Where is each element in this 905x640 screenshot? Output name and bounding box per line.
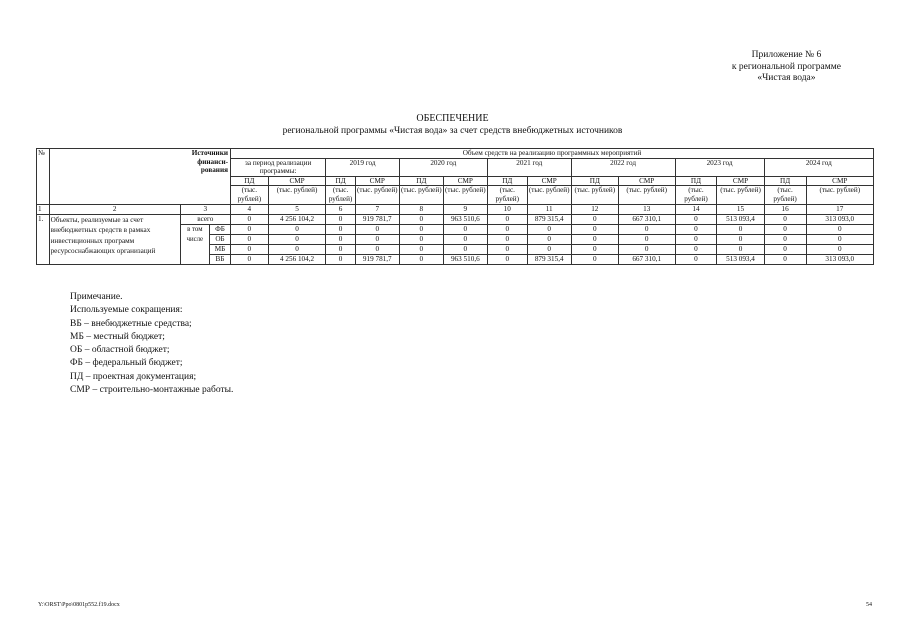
header-pd: ПД: [675, 176, 717, 186]
cell-value: 0: [487, 214, 527, 224]
cell-value: 667 310,1: [618, 214, 675, 224]
header-pd: ПД: [326, 176, 355, 186]
col-number: 3: [180, 205, 230, 215]
row-all-label: всего: [180, 214, 230, 224]
cell-value: 4 256 104,2: [268, 214, 326, 224]
header-unit: (тыс. рублей): [717, 186, 764, 205]
note-line: Примечание.: [70, 292, 123, 302]
cell-value: 0: [355, 234, 399, 244]
header-unit: (тыс. рублей): [230, 186, 268, 205]
row-number: 1.: [37, 214, 50, 264]
cell-value: 0: [399, 254, 443, 264]
cell-value: 0: [764, 254, 806, 264]
col-number: 5: [268, 205, 326, 215]
cell-value: 0: [230, 234, 268, 244]
col-number: 1: [37, 205, 50, 215]
header-unit: (тыс. рублей): [487, 186, 527, 205]
row-code: ОБ: [210, 234, 231, 244]
col-number: 11: [527, 205, 571, 215]
financing-table: [36, 148, 874, 265]
cell-value: 0: [675, 224, 717, 234]
header-unit: (тыс. рублей): [764, 186, 806, 205]
cell-value: 513 093,4: [717, 254, 764, 264]
header-unit: (тыс. рублей): [326, 186, 355, 205]
header-year-2022: 2022 год: [571, 158, 675, 176]
header-unit: (тыс. рублей): [443, 186, 487, 205]
cell-value: 0: [326, 214, 355, 224]
appendix-line-1: Приложение № 6: [751, 50, 822, 60]
col-number: 16: [764, 205, 806, 215]
header-volume: Объем средств на реализацию программных мероприятий: [230, 149, 873, 159]
cell-value: 0: [527, 224, 571, 234]
header-unit: (тыс. рублей): [355, 186, 399, 205]
header-blank: [49, 149, 180, 205]
appendix-line-2: к региональной программе: [731, 61, 841, 72]
cell-value: 4 256 104,2: [268, 254, 326, 264]
cell-value: 0: [443, 224, 487, 234]
header-number: №: [37, 149, 50, 205]
appendix-block: [732, 50, 841, 85]
cell-value: 0: [399, 234, 443, 244]
note-line: МБ – местный бюджет;: [70, 331, 165, 342]
cell-value: 879 315,4: [527, 254, 571, 264]
cell-value: 0: [571, 254, 618, 264]
cell-value: 0: [326, 234, 355, 244]
col-number: 17: [806, 205, 873, 215]
row-incl-label: в том числе: [180, 224, 209, 254]
col-number: 7: [355, 205, 399, 215]
cell-value: 0: [443, 234, 487, 244]
cell-value: 0: [230, 244, 268, 254]
header-pd: ПД: [764, 176, 806, 186]
row-code: ФБ: [210, 224, 231, 234]
col-number: 10: [487, 205, 527, 215]
header-pd: ПД: [487, 176, 527, 186]
cell-value: 0: [571, 224, 618, 234]
cell-value: 0: [806, 224, 873, 234]
col-number: 8: [399, 205, 443, 215]
cell-value: 0: [326, 244, 355, 254]
header-smr: СМР: [806, 176, 873, 186]
header-year-2024: 2024 год: [764, 158, 873, 176]
cell-value: 0: [230, 254, 268, 264]
header-pd: ПД: [399, 176, 443, 186]
header-unit: (тыс. рублей): [527, 186, 571, 205]
cell-value: 919 781,7: [355, 214, 399, 224]
header-year-2019: 2019 год: [326, 158, 399, 176]
header-smr: СМР: [618, 176, 675, 186]
cell-value: 0: [717, 224, 764, 234]
cell-value: 0: [399, 224, 443, 234]
cell-value: 0: [268, 234, 326, 244]
col-number: 2: [49, 205, 180, 215]
header-year-2021: 2021 год: [487, 158, 571, 176]
document-heading: [0, 113, 905, 137]
cell-value: 0: [527, 244, 571, 254]
note-line: ФБ – федеральный бюджет;: [70, 358, 183, 369]
cell-value: 0: [326, 224, 355, 234]
col-number: 6: [326, 205, 355, 215]
cell-value: 0: [487, 224, 527, 234]
cell-value: 0: [268, 224, 326, 234]
col-number: 9: [443, 205, 487, 215]
header-year-2023: 2023 год: [675, 158, 764, 176]
header-unit: (тыс. рублей): [571, 186, 618, 205]
header-smr: СМР: [717, 176, 764, 186]
cell-value: 0: [487, 234, 527, 244]
header-smr: СМР: [443, 176, 487, 186]
cell-value: 0: [618, 234, 675, 244]
header-smr: СМР: [355, 176, 399, 186]
cell-value: 0: [399, 244, 443, 254]
footer-file-path: Y:\ORST\Ppo\0801p552.f19.docx: [38, 602, 120, 608]
row-code: ВБ: [210, 254, 231, 264]
header-smr: СМР: [268, 176, 326, 186]
note-line: ВБ – внебюджетные средства;: [70, 318, 192, 329]
cell-value: 0: [675, 254, 717, 264]
cell-value: 0: [268, 244, 326, 254]
notes-block: [70, 291, 233, 397]
cell-value: 0: [487, 244, 527, 254]
cell-value: 0: [571, 214, 618, 224]
header-unit: (тыс. рублей): [268, 186, 326, 205]
row-incl-blank: [180, 254, 209, 264]
heading-subtitle: региональной программы «Чистая вода» за счет средств внебюджетных источников: [282, 126, 623, 136]
cell-value: 0: [326, 254, 355, 264]
cell-value: 0: [618, 244, 675, 254]
cell-value: 0: [443, 244, 487, 254]
header-year-2020: 2020 год: [399, 158, 487, 176]
appendix-line-3: «Чистая вода»: [757, 73, 816, 83]
header-sources: Источники финанси-рования: [180, 149, 230, 205]
cell-value: 0: [571, 244, 618, 254]
cell-value: 0: [806, 244, 873, 254]
col-number: 12: [571, 205, 618, 215]
cell-value: 0: [764, 234, 806, 244]
cell-value: 0: [717, 234, 764, 244]
col-number: 4: [230, 205, 268, 215]
cell-value: 919 781,7: [355, 254, 399, 264]
cell-value: 0: [230, 214, 268, 224]
col-number: 13: [618, 205, 675, 215]
col-number: 14: [675, 205, 717, 215]
cell-value: 0: [355, 224, 399, 234]
cell-value: 0: [527, 234, 571, 244]
cell-value: 313 093,0: [806, 214, 873, 224]
note-line: ОБ – областной бюджет;: [70, 345, 170, 356]
row-name: Объекты, реализуемые за счет внебюджетных средств в рамках инвестиционных программ ресурсоснабжающих организаций: [49, 214, 180, 264]
cell-value: 963 510,6: [443, 254, 487, 264]
header-unit: (тыс. рублей): [618, 186, 675, 205]
cell-value: 0: [230, 224, 268, 234]
header-unit: (тыс. рублей): [806, 186, 873, 205]
cell-value: 0: [618, 224, 675, 234]
header-pd: ПД: [230, 176, 268, 186]
cell-value: 0: [487, 254, 527, 264]
note-line: ПД – проектная документация;: [70, 371, 197, 382]
header-period: за период реализации программы:: [230, 158, 325, 176]
cell-value: 0: [571, 234, 618, 244]
cell-value: 313 093,0: [806, 254, 873, 264]
cell-value: 0: [675, 234, 717, 244]
cell-value: 0: [675, 214, 717, 224]
cell-value: 0: [764, 224, 806, 234]
header-unit: (тыс. рублей): [399, 186, 443, 205]
cell-value: 0: [764, 214, 806, 224]
note-line: Используемые сокращения:: [70, 305, 183, 316]
cell-value: 0: [806, 234, 873, 244]
row-code: МБ: [210, 244, 231, 254]
footer-page-number: 54: [866, 602, 872, 608]
col-number: 15: [717, 205, 764, 215]
cell-value: 513 093,4: [717, 214, 764, 224]
cell-value: 0: [355, 244, 399, 254]
cell-value: 879 315,4: [527, 214, 571, 224]
heading-title: ОБЕСПЕЧЕНИЕ: [416, 113, 489, 124]
cell-value: 0: [717, 244, 764, 254]
cell-value: 667 310,1: [618, 254, 675, 264]
header-smr: СМР: [527, 176, 571, 186]
cell-value: 0: [764, 244, 806, 254]
note-line: СМР – строительно-монтажные работы.: [70, 385, 234, 396]
cell-value: 963 510,6: [443, 214, 487, 224]
cell-value: 0: [675, 244, 717, 254]
cell-value: 0: [399, 214, 443, 224]
header-unit: (тыс. рублей): [675, 186, 717, 205]
header-pd: ПД: [571, 176, 618, 186]
table-row: [37, 214, 874, 224]
